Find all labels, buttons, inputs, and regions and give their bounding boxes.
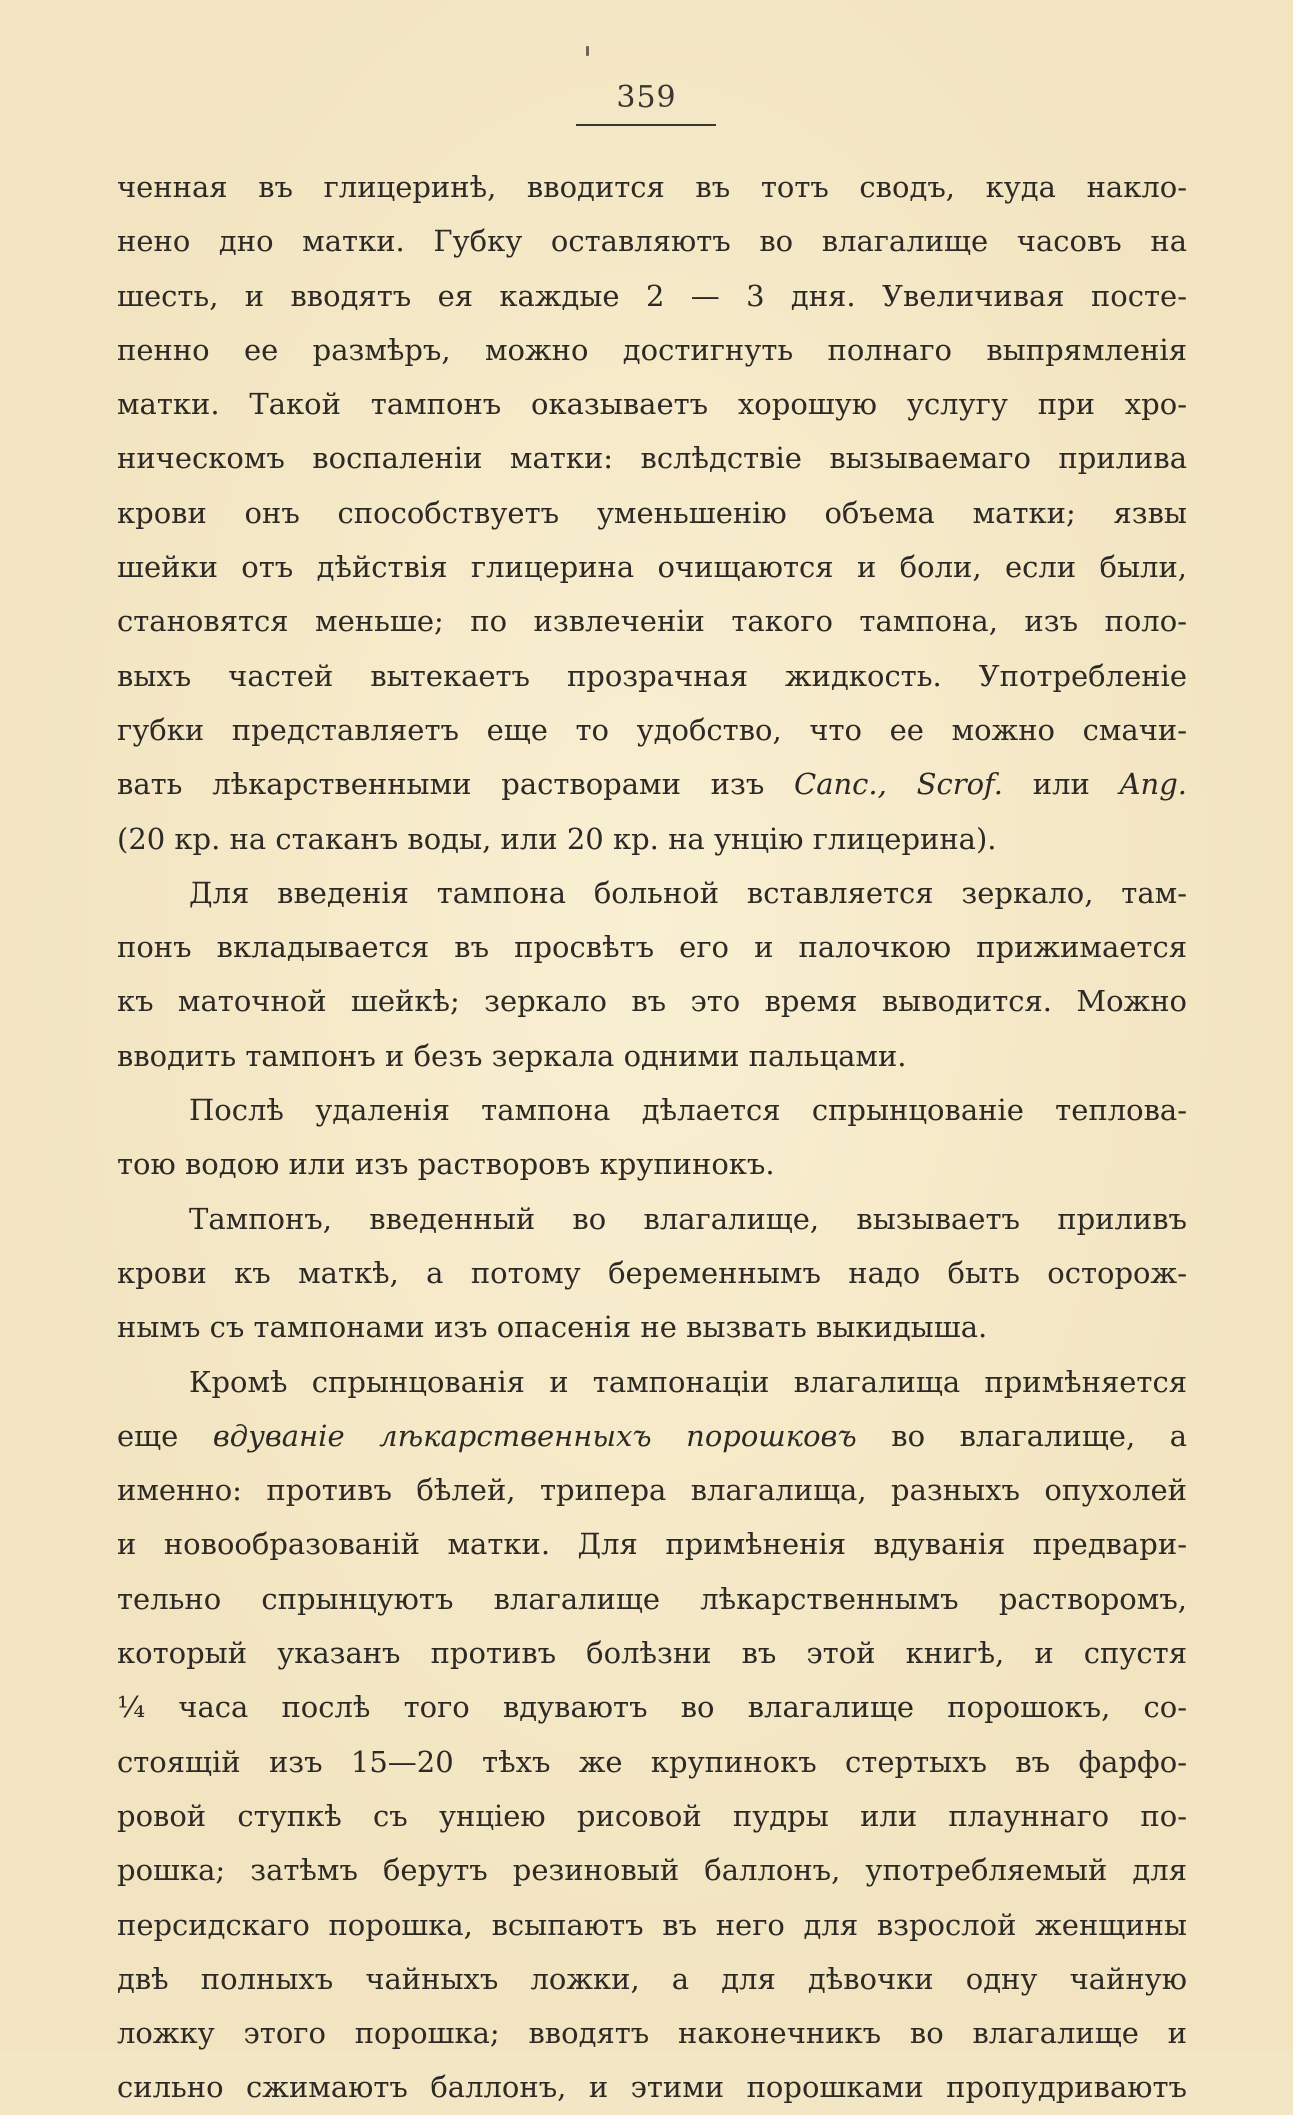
text-line: выхъ частей вытекаетъ прозрачная жидкость. Употребленіе <box>117 658 1187 693</box>
text-span: вать лѣкарственными растворами изъ <box>117 767 795 802</box>
text-line: именно: противъ бѣлей, трипера влагалища, разныхъ опухолей <box>117 1473 1187 1508</box>
text-line: къ маточной шейкѣ; зеркало въ это время выводится. Можно <box>117 984 1187 1019</box>
text-line: шесть, и вводятъ ея каждые 2 — 3 дня. Увеличивая посте- <box>117 278 1187 313</box>
text-line: ническомъ воспаленіи матки: вслѣдствіе вызываемаго прилива <box>117 441 1187 476</box>
text-line: понъ вкладывается въ просвѣтъ его и палочкою прижимается <box>117 930 1187 965</box>
body-text <box>117 160 1187 2115</box>
text-line: стоящій изъ 15—20 тѣхъ же крупинокъ стертыхъ въ фарфо- <box>117 1744 1187 1779</box>
text-line: и новообразованій матки. Для примѣненія вдуванія предвари- <box>117 1527 1187 1562</box>
text-line: пенно ее размѣръ, можно достигнуть полнаго выпрямленія <box>117 332 1187 367</box>
page-number: 359 <box>616 80 677 115</box>
text-line: губки представляетъ еще то удобство, что ее можно смачи- <box>117 712 1187 747</box>
text-line: становятся меньше; по извлеченіи такого тампона, изъ поло- <box>117 604 1187 639</box>
text-line: который указанъ противъ болѣзни въ этой книгѣ, и спустя <box>117 1636 1187 1671</box>
text-line: матки. Такой тампонъ оказываетъ хорошую услугу при хро- <box>117 387 1187 422</box>
text-line: шейки отъ дѣйствія глицерина очищаются и боли, если были, <box>117 550 1187 585</box>
text-line: тою водою или изъ растворовъ крупинокъ. <box>117 1147 775 1182</box>
text-line <box>117 1409 1187 1463</box>
text-span: во влагалище, а <box>856 1418 1187 1453</box>
text-line: Послѣ удаленія тампона дѣлается спрынцованіе теплова- <box>189 1093 1187 1128</box>
text-line: сильно сжимаютъ баллонъ, и этими порошками пропудриваютъ <box>117 2070 1187 2105</box>
text-line: нымъ съ тампонами изъ опасенія не вызвать выкидыша. <box>117 1310 988 1345</box>
ink-speck <box>586 46 589 56</box>
text-line: крови онъ способствуетъ уменьшенію объема матки; язвы <box>117 495 1187 530</box>
italic-term: Canc., Scrof. <box>794 767 1003 802</box>
text-line: персидскаго порошка, всыпаютъ въ него для взрослой женщины <box>117 1907 1187 1942</box>
page-number-rule <box>576 124 716 126</box>
text-line: тельно спрынцуютъ влагалище лѣкарственнымъ растворомъ, <box>117 1581 1187 1616</box>
text-line: Для введенія тампона больной вставляется зеркало, там- <box>189 875 1187 910</box>
text-line: вводить тампонъ и безъ зеркала одними пальцами. <box>117 1038 907 1073</box>
text-line: ровой ступкѣ съ унціею рисовой пудры или плауннаго по- <box>117 1798 1187 1833</box>
text-line: нено дно матки. Губку оставляютъ во влагалище часовъ на <box>117 224 1187 259</box>
text-span: еще <box>117 1418 213 1453</box>
text-span: или <box>1002 767 1120 802</box>
text-line: ченная въ глицеринѣ, вводится въ тотъ сводъ, куда накло- <box>117 170 1187 204</box>
text-line: (20 кр. на стаканъ воды, или 20 кр. на унцію глицерина). <box>117 821 997 856</box>
italic-term: вдуваніе лѣкарственныхъ порошковъ <box>212 1418 857 1453</box>
text-line <box>117 757 1187 811</box>
text-line: Тампонъ, введенный во влагалище, вызываетъ приливъ <box>189 1201 1187 1236</box>
text-line: рошка; затѣмъ берутъ резиновый баллонъ, употребляемый для <box>117 1853 1187 1888</box>
text-line: двѣ полныхъ чайныхъ ложки, а для дѣвочки одну чайную <box>117 1961 1187 1996</box>
italic-term: Ang. <box>1119 767 1187 802</box>
text-line: крови къ маткѣ, а потому беременнымъ надо быть осторож- <box>117 1255 1187 1290</box>
text-line: ложку этого порошка; вводятъ наконечникъ во влагалище и <box>117 2016 1187 2051</box>
text-line: ¼ часа послѣ того вдуваютъ во влагалище порошокъ, со- <box>117 1690 1187 1725</box>
text-line: Кромѣ спрынцованія и тампонаціи влагалища примѣняется <box>189 1364 1187 1399</box>
